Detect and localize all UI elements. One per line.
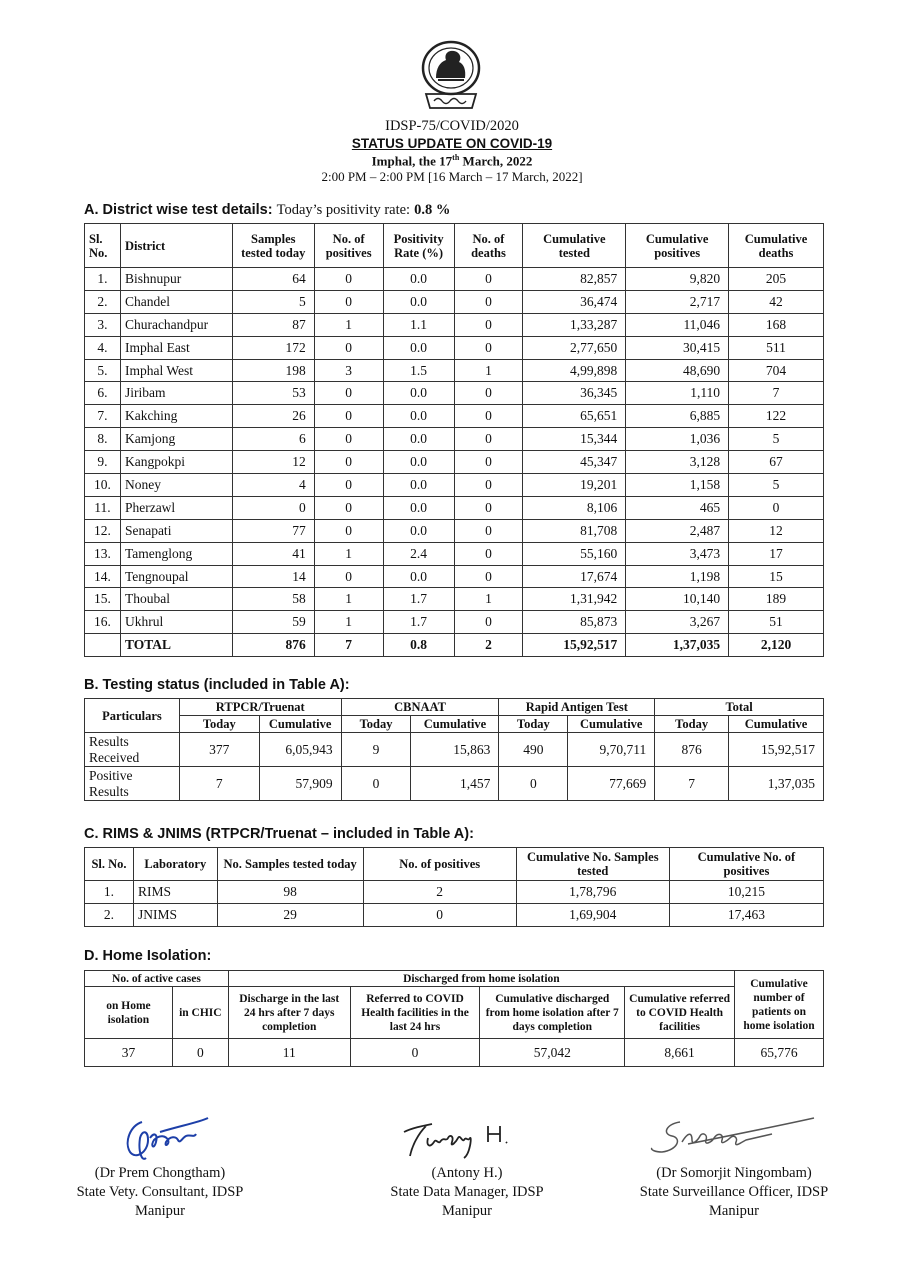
signatory-3 — [606, 1164, 862, 1221]
table-row — [85, 733, 824, 767]
table-cell: 3,473 — [626, 542, 729, 565]
table-cell: 0.0 — [383, 268, 454, 291]
table-cell: 0 — [314, 519, 383, 542]
table-cell: 15,92,517 — [523, 634, 626, 657]
signatory-2 — [342, 1164, 592, 1221]
table-cell: RIMS — [133, 881, 217, 904]
table-cell: 12 — [232, 451, 314, 474]
column-header: Cumulative No. of positives — [669, 848, 823, 881]
table-cell: 30,415 — [626, 336, 729, 359]
table-cell: 7 — [179, 767, 259, 801]
table-cell: Senapati — [120, 519, 232, 542]
column-header: Cumulative tested — [523, 224, 626, 268]
table-cell: 0 — [454, 474, 523, 497]
table-cell: Kamjong — [120, 428, 232, 451]
signature-somorjit-ningombam — [648, 1112, 818, 1158]
group-header: Total — [655, 699, 824, 716]
document-title: STATUS UPDATE ON COVID-19 — [351, 136, 553, 151]
table-cell: 2,487 — [626, 519, 729, 542]
table-cell: 19,201 — [523, 474, 626, 497]
table-cell: 7 — [729, 382, 824, 405]
table-cell: 189 — [729, 588, 824, 611]
column-header: Today — [341, 716, 411, 733]
column-header: Cumulative referred to COVID Health facilities — [625, 987, 735, 1039]
document-place-date: Imphal, the 17th March, 2022 — [371, 153, 533, 169]
table-cell: 4,99,898 — [523, 359, 626, 382]
table-cell: 1,69,904 — [516, 904, 669, 927]
table-cell: 48,690 — [626, 359, 729, 382]
table-cell: Kangpokpi — [120, 451, 232, 474]
table-cell: 1. — [85, 881, 134, 904]
column-header: Cumulative — [259, 716, 341, 733]
signatory-title: State Surveillance Officer, IDSP — [639, 1184, 829, 1200]
table-cell: 8. — [85, 428, 121, 451]
table-row — [85, 496, 824, 519]
table-cell: 377 — [179, 733, 259, 767]
table-cell: 0.0 — [383, 405, 454, 428]
table-cell: 0.0 — [383, 336, 454, 359]
table-cell: Ukhrul — [120, 611, 232, 634]
column-header: Cumulative deaths — [729, 224, 824, 268]
table-row — [85, 405, 824, 428]
table-cell: JNIMS — [133, 904, 217, 927]
table-cell: Noney — [120, 474, 232, 497]
table-cell: 5. — [85, 359, 121, 382]
table-cell: 14 — [232, 565, 314, 588]
table-cell: 26 — [232, 405, 314, 428]
table-cell: 0 — [314, 290, 383, 313]
table-row — [85, 542, 824, 565]
table-cell: 37 — [85, 1039, 173, 1067]
table-cell: Pherzawl — [120, 496, 232, 519]
table-cell: 2,717 — [626, 290, 729, 313]
table-cell: 77,669 — [568, 767, 655, 801]
table-cell: 122 — [729, 405, 824, 428]
table-cell: 6,05,943 — [259, 733, 341, 767]
table-cell: 0 — [314, 382, 383, 405]
table-cell: 6 — [232, 428, 314, 451]
table-cell: 2. — [85, 290, 121, 313]
column-header: No. Samples tested today — [217, 848, 363, 881]
table-cell: 0 — [454, 290, 523, 313]
table-cell: 10. — [85, 474, 121, 497]
table-cell: 1 — [454, 359, 523, 382]
table-cell: 15. — [85, 588, 121, 611]
table-row — [85, 565, 824, 588]
table-cell: 82,857 — [523, 268, 626, 291]
table-cell: 168 — [729, 313, 824, 336]
table-row — [85, 268, 824, 291]
signatory-1 — [40, 1164, 280, 1221]
group-header: RTPCR/Truenat — [179, 699, 341, 716]
column-header: Today — [655, 716, 729, 733]
table-cell: 0.0 — [383, 428, 454, 451]
column-header: Cumulative number of patients on home isolation — [735, 971, 824, 1039]
group-header: Rapid Antigen Test — [499, 699, 655, 716]
table-cell: 0 — [314, 428, 383, 451]
table-cell: 3,267 — [626, 611, 729, 634]
table-cell: 12 — [729, 519, 824, 542]
table-cell: Imphal West — [120, 359, 232, 382]
table-row — [85, 336, 824, 359]
section-b-title: B. Testing status (included in Table A): — [84, 677, 350, 693]
table-cell: 1,37,035 — [626, 634, 729, 657]
table-cell: Tamenglong — [120, 542, 232, 565]
table-cell: 1,158 — [626, 474, 729, 497]
table-cell: 876 — [655, 733, 729, 767]
table-cell: 1 — [314, 611, 383, 634]
table-row — [85, 451, 824, 474]
table-cell: 9 — [341, 733, 411, 767]
document-period: 2:00 PM – 2:00 PM [16 March – 17 March, 2022] — [321, 169, 583, 184]
table-cell: 11. — [85, 496, 121, 519]
table-cell: 0 — [232, 496, 314, 519]
table-cell: 87 — [232, 313, 314, 336]
signatory-place: Manipur — [709, 1203, 759, 1219]
table-cell: 13. — [85, 542, 121, 565]
home-isolation-table — [84, 970, 824, 1067]
table-cell: 0 — [314, 565, 383, 588]
table-cell: 85,873 — [523, 611, 626, 634]
table-cell: Imphal East — [120, 336, 232, 359]
table-cell: 57,042 — [480, 1039, 625, 1067]
table-cell: 1.1 — [383, 313, 454, 336]
table-cell: 1,31,942 — [523, 588, 626, 611]
rims-jnims-table — [84, 847, 824, 927]
signatory-title: State Vety. Consultant, IDSP — [76, 1184, 244, 1200]
table-cell: 11,046 — [626, 313, 729, 336]
table-row — [85, 359, 824, 382]
manipur-emblem-icon — [418, 38, 484, 114]
table-cell: 15,863 — [411, 733, 499, 767]
table-cell: 16. — [85, 611, 121, 634]
table-cell: 1,78,796 — [516, 881, 669, 904]
column-header: Cumulative No. Samples tested — [516, 848, 669, 881]
table-cell: 8,661 — [625, 1039, 735, 1067]
table-cell: 7 — [314, 634, 383, 657]
column-header: Discharge in the last 24 hrs after 7 days completion — [228, 987, 350, 1039]
table-cell: 58 — [232, 588, 314, 611]
column-header: Cumulative — [568, 716, 655, 733]
table-row — [85, 428, 824, 451]
table-cell: 0.0 — [383, 519, 454, 542]
table-cell: 0 — [454, 382, 523, 405]
row-label: Results Received — [85, 733, 180, 767]
table-cell: 1,457 — [411, 767, 499, 801]
table-cell: 0 — [454, 496, 523, 519]
table-cell: 205 — [729, 268, 824, 291]
table-cell: 51 — [729, 611, 824, 634]
group-header: CBNAAT — [341, 699, 499, 716]
table-cell: 0 — [454, 565, 523, 588]
table-cell: 15 — [729, 565, 824, 588]
table-cell: 15,344 — [523, 428, 626, 451]
table-cell: 17,674 — [523, 565, 626, 588]
table-cell: 0 — [499, 767, 568, 801]
table-cell: 465 — [626, 496, 729, 519]
column-header: Today — [499, 716, 568, 733]
table-cell: 0.0 — [383, 496, 454, 519]
table-row — [85, 382, 824, 405]
signatory-title: State Data Manager, IDSP — [390, 1184, 544, 1200]
table-cell: 0.0 — [383, 290, 454, 313]
table-cell: 17 — [729, 542, 824, 565]
table-row — [85, 904, 824, 927]
table-cell: 0 — [454, 428, 523, 451]
table-cell: 0 — [454, 313, 523, 336]
table-cell: 2 — [454, 634, 523, 657]
table-cell: 0 — [454, 611, 523, 634]
table-cell: 10,215 — [669, 881, 823, 904]
table-cell: 0.0 — [383, 474, 454, 497]
column-header: Referred to COVID Health facilities in the last 24 hrs — [350, 987, 480, 1039]
table-cell: 1 — [314, 542, 383, 565]
table-cell: 12. — [85, 519, 121, 542]
signatory-place: Manipur — [135, 1203, 185, 1219]
table-cell: 9. — [85, 451, 121, 474]
table-cell: 9,70,711 — [568, 733, 655, 767]
table-cell: 0 — [314, 474, 383, 497]
table-cell: Churachandpur — [120, 313, 232, 336]
group-header: Discharged from home isolation — [228, 971, 734, 987]
table-cell: 1.7 — [383, 611, 454, 634]
table-row — [85, 767, 824, 801]
table-row — [85, 519, 824, 542]
table-cell: 0 — [454, 336, 523, 359]
table-cell: 0.0 — [383, 382, 454, 405]
table-row — [85, 313, 824, 336]
table-cell: 1,036 — [626, 428, 729, 451]
table-cell: 2,77,650 — [523, 336, 626, 359]
table-cell: 0 — [314, 336, 383, 359]
table-cell: 0 — [314, 496, 383, 519]
column-header: on Home isolation — [85, 987, 173, 1039]
table-cell: 490 — [499, 733, 568, 767]
table-cell: 1,33,287 — [523, 313, 626, 336]
testing-status-table — [84, 698, 824, 801]
table-row — [85, 290, 824, 313]
column-header: Today — [179, 716, 259, 733]
section-c-title: C. RIMS & JNIMS (RTPCR/Truenat – included in Table A): — [84, 826, 474, 842]
column-header: in CHIC — [172, 987, 228, 1039]
table-cell: 6,885 — [626, 405, 729, 428]
column-header: Samples tested today — [232, 224, 314, 268]
table-cell: 1 — [454, 588, 523, 611]
table-cell: 3 — [314, 359, 383, 382]
table-cell: 3,128 — [626, 451, 729, 474]
column-header: No. of deaths — [454, 224, 523, 268]
table-cell: 0 — [454, 451, 523, 474]
column-header: Laboratory — [133, 848, 217, 881]
table-cell: 65,776 — [735, 1039, 824, 1067]
table-cell: 0 — [341, 767, 411, 801]
table-cell: 5 — [232, 290, 314, 313]
column-header: No. of positives — [314, 224, 383, 268]
column-header: Particulars — [85, 699, 180, 733]
table-cell: 7 — [655, 767, 729, 801]
table-cell: 36,345 — [523, 382, 626, 405]
table-cell: 3. — [85, 313, 121, 336]
table-cell: 172 — [232, 336, 314, 359]
table-cell: 53 — [232, 382, 314, 405]
table-cell: 42 — [729, 290, 824, 313]
table-cell: 1 — [314, 313, 383, 336]
table-cell: 0.0 — [383, 451, 454, 474]
table-cell: 10,140 — [626, 588, 729, 611]
table-cell: 2. — [85, 904, 134, 927]
column-header: No. of positives — [363, 848, 516, 881]
table-cell: 29 — [217, 904, 363, 927]
column-header: Cumulative discharged from home isolation after 7 days completion — [480, 987, 625, 1039]
table-cell: 0 — [454, 542, 523, 565]
column-header: Sl. No. — [85, 224, 121, 268]
table-row — [85, 588, 824, 611]
table-cell: 77 — [232, 519, 314, 542]
document-reference: IDSP-75/COVID/2020 — [385, 118, 519, 134]
table-cell: 1.5 — [383, 359, 454, 382]
table-cell: 98 — [217, 881, 363, 904]
table-cell: 0 — [454, 405, 523, 428]
signature-prem-chongtham — [120, 1112, 210, 1164]
table-cell: 2.4 — [383, 542, 454, 565]
signatory-place: Manipur — [442, 1203, 492, 1219]
table-cell: 4 — [232, 474, 314, 497]
column-header: District — [120, 224, 232, 268]
table-cell: 5 — [729, 474, 824, 497]
table-cell: 1. — [85, 268, 121, 291]
table-cell: 64 — [232, 268, 314, 291]
table-cell: 9,820 — [626, 268, 729, 291]
column-header: Cumulative positives — [626, 224, 729, 268]
table-cell: 14. — [85, 565, 121, 588]
table-cell: 0.0 — [383, 565, 454, 588]
table-cell: 0 — [363, 904, 516, 927]
column-header: Sl. No. — [85, 848, 134, 881]
total-row — [85, 634, 824, 657]
table-row — [85, 881, 824, 904]
table-cell: 11 — [228, 1039, 350, 1067]
table-cell: 1,198 — [626, 565, 729, 588]
table-cell: 4. — [85, 336, 121, 359]
table-cell: 0 — [454, 519, 523, 542]
table-cell: 7. — [85, 405, 121, 428]
table-cell: 1,37,035 — [729, 767, 824, 801]
signature-antony-h — [398, 1112, 518, 1162]
table-cell: 198 — [232, 359, 314, 382]
table-cell: 17,463 — [669, 904, 823, 927]
table-cell: 5 — [729, 428, 824, 451]
table-cell: Chandel — [120, 290, 232, 313]
table-cell: 59 — [232, 611, 314, 634]
table-cell: Jiribam — [120, 382, 232, 405]
table-cell: 41 — [232, 542, 314, 565]
table-row — [85, 474, 824, 497]
table-cell: 0 — [454, 268, 523, 291]
table-cell: 1 — [314, 588, 383, 611]
table-cell: 876 — [232, 634, 314, 657]
signatory-name: (Dr Somorjit Ningombam) — [656, 1165, 812, 1181]
table-cell: 55,160 — [523, 542, 626, 565]
table-cell: 2 — [363, 881, 516, 904]
table-cell: 57,909 — [259, 767, 341, 801]
column-header: Cumulative — [411, 716, 499, 733]
table-cell: 65,651 — [523, 405, 626, 428]
table-cell: 1,110 — [626, 382, 729, 405]
column-header: Positivity Rate (%) — [383, 224, 454, 268]
section-d-title: D. Home Isolation: — [84, 948, 212, 964]
table-cell: 15,92,517 — [729, 733, 824, 767]
table-cell: 0 — [729, 496, 824, 519]
table-cell: Tengnoupal — [120, 565, 232, 588]
row-label: Positive Results — [85, 767, 180, 801]
section-a-title: A. District wise test details: Today’s positivity rate: 0.8 % — [84, 202, 451, 218]
signatory-name: (Dr Prem Chongtham) — [94, 1165, 226, 1181]
table-cell: 2,120 — [729, 634, 824, 657]
table-cell: 6. — [85, 382, 121, 405]
table-cell: Thoubal — [120, 588, 232, 611]
table-cell: 36,474 — [523, 290, 626, 313]
total-label: TOTAL — [120, 634, 232, 657]
table-cell: 67 — [729, 451, 824, 474]
table-cell: 0 — [314, 268, 383, 291]
district-test-table — [84, 223, 824, 657]
table-cell: 0.8 — [383, 634, 454, 657]
table-cell: 1.7 — [383, 588, 454, 611]
table-cell: 8,106 — [523, 496, 626, 519]
table-cell: 0 — [314, 451, 383, 474]
table-cell: 511 — [729, 336, 824, 359]
column-header: Cumulative — [729, 716, 824, 733]
table-cell: Bishnupur — [120, 268, 232, 291]
table-cell: 45,347 — [523, 451, 626, 474]
table-cell: 704 — [729, 359, 824, 382]
table-cell: 81,708 — [523, 519, 626, 542]
table-row — [85, 611, 824, 634]
table-cell — [85, 634, 121, 657]
table-cell: 0 — [314, 405, 383, 428]
table-cell: 0 — [350, 1039, 480, 1067]
table-cell: 0 — [172, 1039, 228, 1067]
group-header: No. of active cases — [85, 971, 229, 987]
signatory-name: (Antony H.) — [431, 1165, 503, 1181]
table-cell: Kakching — [120, 405, 232, 428]
